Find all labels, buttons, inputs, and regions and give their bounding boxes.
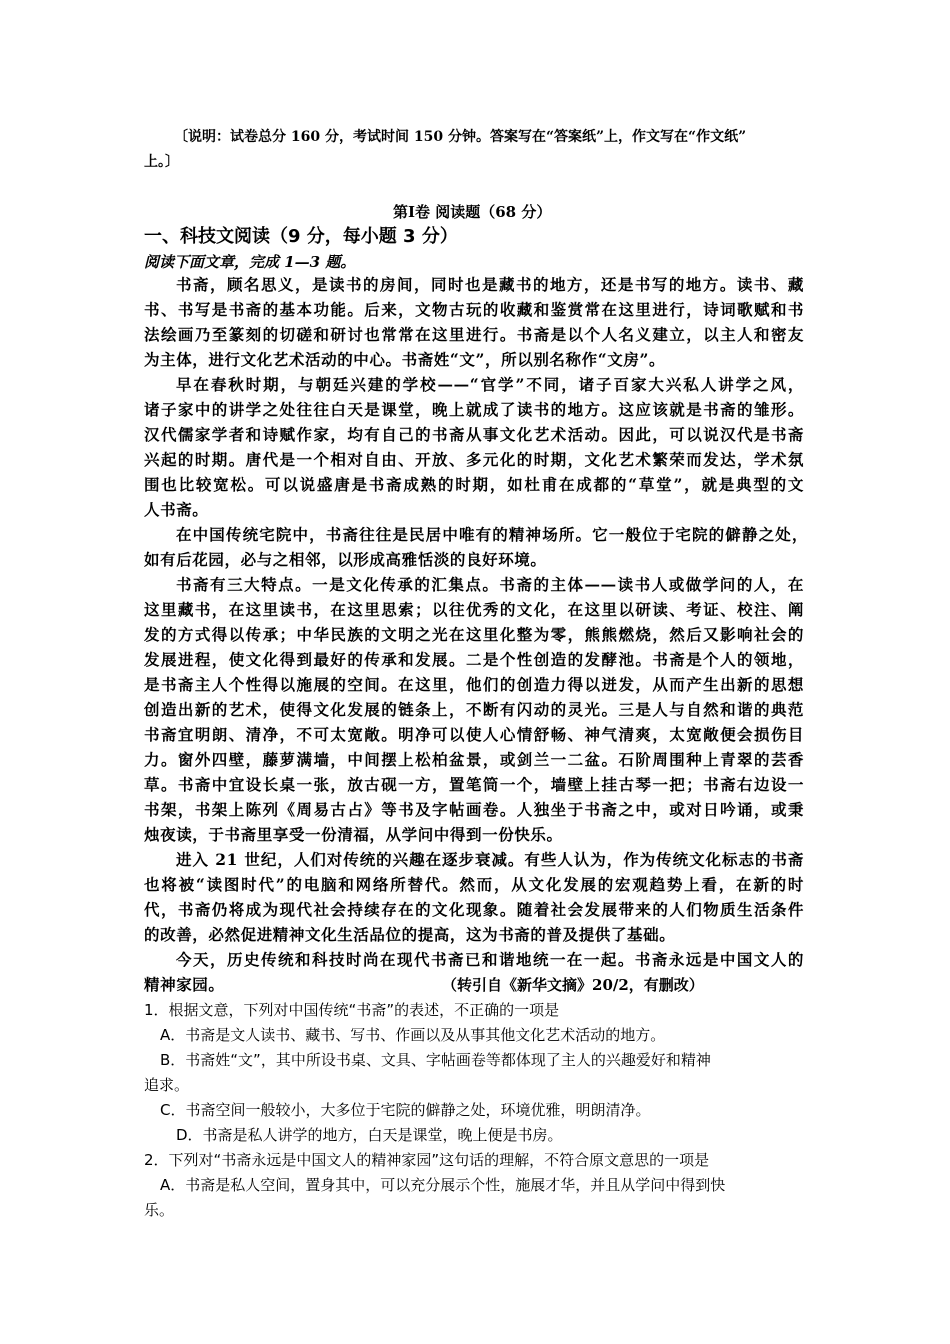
passage-line: 的改善，必然促进精神文化生活品位的提高，这为书斋的普及提供了基础。 xyxy=(144,925,676,944)
passage-line: 法绘画乃至篆刻的切磋和研讨也常常在这里进行。书斋是以个人名义建立，以主人和密友 xyxy=(144,325,804,344)
question-1-stem: 1．根据文意，下列对中国传统“书斋”的表述，不正确的一项是 xyxy=(144,1001,560,1019)
passage-line: 是书斋主人个性得以施展的空间。在这里，他们的创造力得以迸发，从而产生出新的思想 xyxy=(144,675,804,694)
passage-line: 书、书写是书斋的基本功能。后来，文物古玩的收藏和鉴赏常在这里进行，诗词歌赋和书 xyxy=(144,300,804,319)
question-2-option-a: A．书斋是私人空间，置身其中，可以充分展示个性，施展才华，并且从学问中得到快 xyxy=(160,1176,726,1194)
passage-line: 在中国传统宅院中，书斋往往是民居中唯有的精神场所。它一般位于宅院的僻静之处， xyxy=(176,525,808,544)
passage-line: 这里藏书，在这里读书，在这里思索；以往优秀的文化，在这里以研读、考证、校注、阐 xyxy=(144,600,804,619)
passage-line: 力。窗外四壁，藤萝满墙，中间摆上松柏盆景，或剑兰一二盆。石阶周围种上青翠的芸香 xyxy=(144,750,804,769)
question-1-option-b: B．书斋姓“文”，其中所设书桌、文具、字帖画卷等都体现了主人的兴趣爱好和精神 xyxy=(160,1051,711,1069)
passage-line: 也将被“读图时代”的电脑和网络所替代。然而，从文化发展的宏观趋势上看，在新的时 xyxy=(144,875,804,894)
passage-line: 代，书斋仍将成为现代社会持续存在的文化现象。随着社会发展带来的人们物质生活条件 xyxy=(144,900,804,919)
passage-line: 今天，历史传统和科技时尚在现代书斋已和谐地统一在一起。书斋永远是中国文人的 xyxy=(176,950,804,969)
passage-line: 书斋，顾名思义，是读书的房间，同时也是藏书的地方，还是书写的地方。读书、藏 xyxy=(176,275,804,294)
passage-line: 书架，书架上陈列《周易古占》等书及字帖画卷。人独坐于书斋之中，或对日吟诵，或秉 xyxy=(144,800,804,819)
passage-line: 如有后花园，必与之相邻，以形成高雅恬淡的良好环境。 xyxy=(144,550,547,569)
passage-line: 发展进程，使文化得到最好的传承和发展。二是个性创造的发酵池。书斋是个人的领地， xyxy=(144,650,804,669)
passage-line: 书斋宜明朗、清净，不可太宽敞。明净可以使人心情舒畅、神气清爽，太宽敞便会损伤目 xyxy=(144,725,804,744)
question-1-option-d: D．书斋是私人讲学的地方，白天是课堂，晚上便是书房。 xyxy=(176,1126,563,1144)
question-2-option-a-cont: 乐。 xyxy=(144,1201,175,1219)
reading-instruction: 阅读下面文章，完成 1—3 题。 xyxy=(144,253,356,271)
question-2-stem: 2．下列对“书斋永远是中国文人的精神家园”这句话的理解，不符合原文意思的一项是 xyxy=(144,1151,710,1169)
passage-source: （转引自《新华文摘》20/2，有删改） xyxy=(442,976,704,994)
passage-line: 进入 21 世纪，人们对传统的兴趣在逐步衰减。有些人认为，作为传统文化标志的书斋 xyxy=(176,850,804,869)
passage-line: 书斋有三大特点。一是文化传承的汇集点。书斋的主体——读书人或做学问的人，在 xyxy=(176,575,804,594)
exam-note-line-2: 上。〕 xyxy=(144,154,179,170)
passage-line: 早在春秋时期，与朝廷兴建的学校——“官学”不同，诸子百家大兴私人讲学之风， xyxy=(176,375,804,394)
passage-line: 创造出新的艺术，使得文化发展的链条上，不断有闪动的灵光。三是人与自然和谐的典范 xyxy=(144,700,804,719)
question-1-option-b-cont: 追求。 xyxy=(144,1076,190,1094)
passage-line: 发的方式得以传承；中华民族的文明之光在这里化整为零，熊熊燃烧，然后又影响社会的 xyxy=(144,625,804,644)
exam-note-line-1: 〔说明：试卷总分 160 分，考试时间 150 分钟。答案写在“答案纸”上，作文写在“作文纸” xyxy=(174,129,747,145)
question-1-option-c: C．书斋空间一般较小，大多位于宅院的僻静之处，环境优雅，明朗清净。 xyxy=(160,1101,651,1119)
passage-line: 烛夜读，于书斋里享受一份清福，从学问中得到一份快乐。 xyxy=(144,825,563,844)
question-1-option-a: A．书斋是文人读书、藏书、写书、作画以及从事其他文化艺术活动的地方。 xyxy=(160,1026,666,1044)
section-title: 一、科技文阅读（9 分，每小题 3 分） xyxy=(144,226,458,247)
passage-line: 汉代儒家学者和诗赋作家，均有自己的书斋从事文化艺术活动。因此，可以说汉代是书斋 xyxy=(144,425,804,444)
passage-line: 兴起的时期。唐代是一个相对自由、开放、多元化的时期，文化艺术繁荣而发达，学术氛 xyxy=(144,450,804,469)
passage-line: 草。书斋中宜设长桌一张，放古砚一方，置笔筒一个，墙壁上挂古琴一把；书斋右边设一 xyxy=(144,775,804,794)
passage-line: 诸子家中的讲学之处往往白天是课堂，晚上就成了读书的地方。这应该就是书斋的雏形。 xyxy=(144,400,804,419)
passage-line: 人书斋。 xyxy=(144,500,209,519)
passage-line: 精神家园。 xyxy=(144,975,225,994)
passage-line: 围也比较宽松。可以说盛唐是书斋成熟的时期，如杜甫在成都的“草堂”，就是典型的文 xyxy=(144,475,804,494)
passage-line: 为主体，进行文化艺术活动的中心。书斋姓“文”，所以别名称作“文房”。 xyxy=(144,350,666,369)
part-title: 第Ⅰ卷 阅读题（68 分） xyxy=(393,203,552,221)
